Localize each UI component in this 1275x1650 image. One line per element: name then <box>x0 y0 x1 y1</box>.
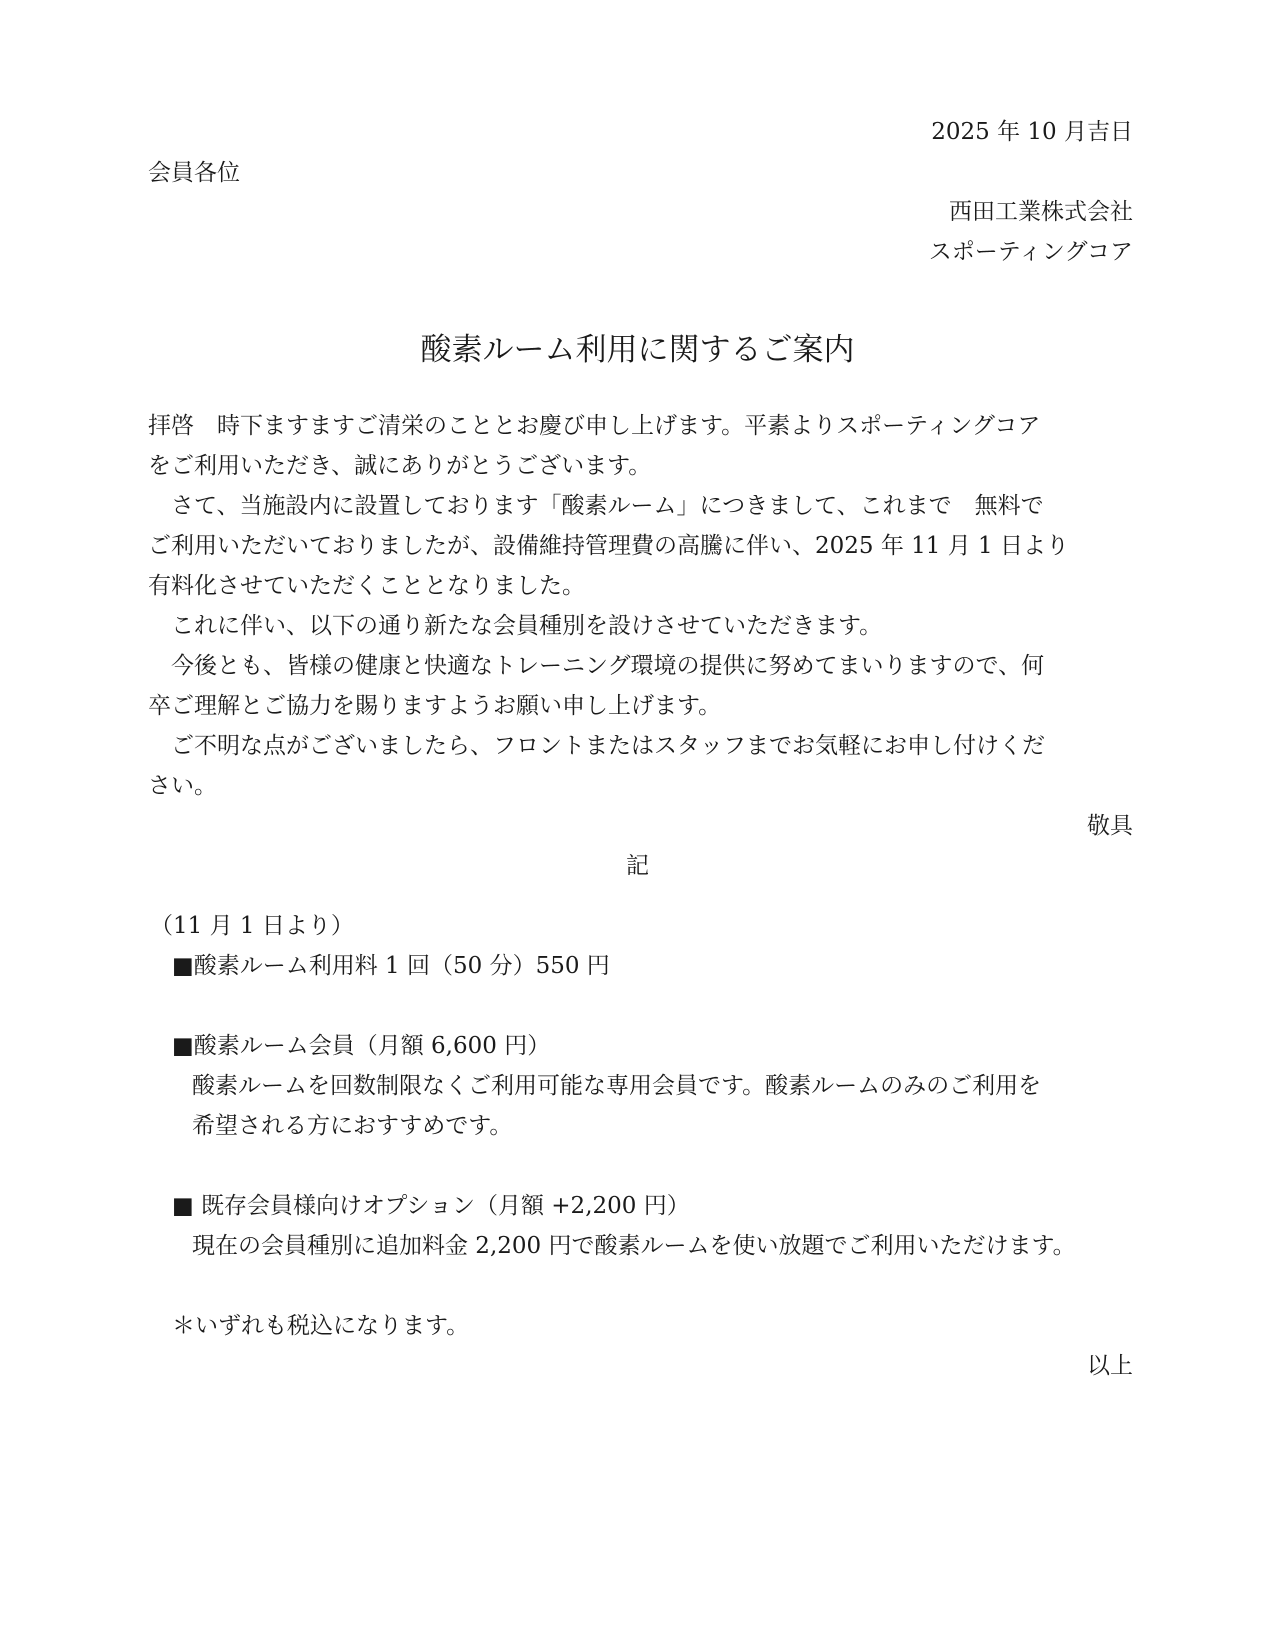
sender-company: 西田工業株式会社 <box>949 199 1133 225</box>
body-line: これに伴い、以下の通り新たな会員種別を設けさせていただきます。 <box>148 613 883 639</box>
fee-item-member-option: ■ 既存会員様向けオプション（月額 +2,200 円） <box>172 1193 690 1219</box>
fee-item-single-use: ■酸素ルーム利用料 1 回（50 分）550 円 <box>172 953 610 979</box>
oxygen-member-description: 酸素ルームを回数制限なくご利用可能な専用会員です。酸素ルームのみのご利用を <box>192 1073 1042 1099</box>
closing-ijo: 以上 <box>1087 1353 1133 1379</box>
body-line: ご不明な点がございましたら、フロントまたはスタッフまでお気軽にお申し付けくだ <box>148 733 1045 759</box>
sender-department: スポーティングコア <box>928 239 1133 265</box>
body-line: をご利用いただき、誠にありがとうございます。 <box>148 453 652 479</box>
document-title: 酸素ルーム利用に関するご案内 <box>420 332 855 368</box>
tax-note: ＊いずれも税込になります。 <box>172 1313 470 1339</box>
body-line: 有料化させていただくこととなりました。 <box>148 573 585 599</box>
recipient: 会員各位 <box>148 160 240 186</box>
body-line: さい。 <box>148 773 217 799</box>
effective-date: （11 月 1 日より） <box>150 913 354 939</box>
body-line: ご利用いただいておりましたが、設備維持管理費の高騰に伴い、2025 年 11 月 1 日より <box>148 533 1069 559</box>
closing-keigu: 敬具 <box>1087 813 1133 839</box>
fee-item-oxygen-member: ■酸素ルーム会員（月額 6,600 円） <box>172 1033 551 1059</box>
body-line: 今後とも、皆様の健康と快適なトレーニング環境の提供に努めてまいりますので、何 <box>148 653 1045 679</box>
notice-heading: 記 <box>626 853 649 879</box>
body-line: 拝啓 時下ますますご清栄のこととお慶び申し上げます。平素よりスポーティングコア <box>148 413 1041 439</box>
member-option-description: 現在の会員種別に追加料金 2,200 円で酸素ルームを使い放題でご利用いただけます。 <box>192 1233 1076 1259</box>
body-line: さて、当施設内に設置しております「酸素ルーム」につきまして、これまで 無料で <box>148 493 1044 519</box>
document-date: 2025 年 10 月吉日 <box>931 119 1133 145</box>
oxygen-member-description: 希望される方におすすめです。 <box>192 1113 513 1139</box>
body-line: 卒ご理解とご協力を賜りますようお願い申し上げます。 <box>148 693 722 719</box>
